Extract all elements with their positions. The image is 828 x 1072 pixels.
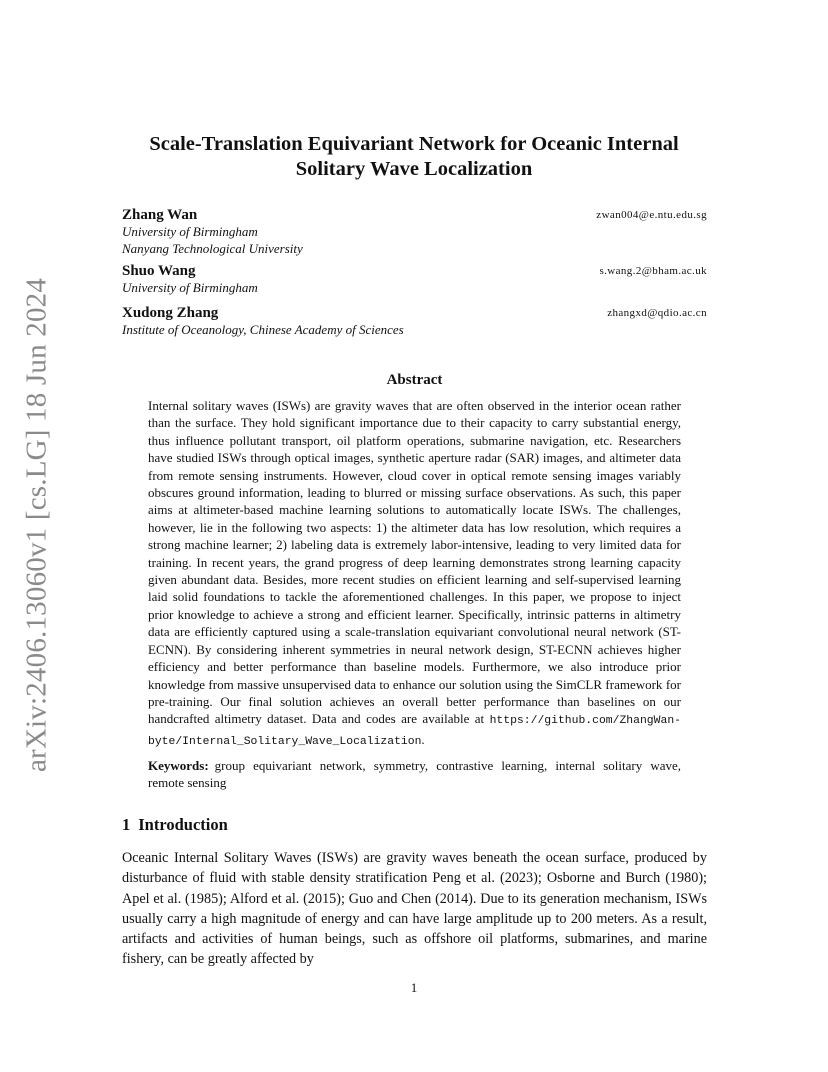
title-line-1: Scale-Translation Equivariant Network for Oceanic Internal <box>149 133 679 155</box>
author-affiliation: University of Birmingham <box>122 280 258 295</box>
author-email[interactable]: zhangxd@qdio.ac.cn <box>607 307 707 319</box>
author-block-3 <box>122 305 707 339</box>
arxiv-identifier: arXiv:2406.13060v1 [cs.LG] 18 Jun 2024 <box>20 277 53 773</box>
author-name: Zhang Wan <box>122 207 198 223</box>
code-repository-link[interactable]: https://github.com/ZhangWan-byte/Internal_Solitary_Wave_Localization <box>148 715 681 748</box>
abstract-heading: Abstract <box>386 372 443 388</box>
abstract-body-text: Internal solitary waves (ISWs) are gravity waves that are often observed in the interior ocean rather than the surface. They hold significant importance due to their capacity to carry substantial energy, thus influence pollutant transport, oil platform operations, submarine navigation, etc. Researchers have studied ISWs through optical images, synthetic aperture radar (SAR) images, and altimeter data from remote sensing instruments. However, cloud cover in optical remote sensing images variably obscures ground information, leading to blurred or missing surface observations. As such, this paper aims at altimeter-based machine learning solutions to automatically locate ISWs. The challenges, however, lie in the following two aspects: 1) the altimeter data has low resolution, which requires a strong machine learner; 2) labeling data is extremely labor-intensive, leading to very limited data for training. In recent years, the grand progress of deep learning demonstrates strong learning capacity given abundant data. Besides, more recent studies on efficient learning and self-supervised learning laid solid foundations to tackle the aforementioned challenges. In this paper, we propose to inject prior knowledge to achieve a strong and efficient learner. Specifically, intrinsic patterns in altimetry data are efficiently captured using a scale-translation equivariant convolutional neural network (ST-ECNN). By considering inherent symmetries in neural network design, ST-ECNN achieves higher efficiency and better performance than baseline models. Furthermore, we also introduce prior knowledge from massive unsupervised data to enhance our solution using the SimCLR framework for pre-training. Our final solution achieves an overall better performance than baselines on our handcrafted altimetry dataset. Data and codes are available at <box>148 398 681 727</box>
keywords-label: Keywords: <box>148 758 209 773</box>
section-number: 1 <box>122 815 131 834</box>
section-title: Introduction <box>138 815 228 834</box>
author-affiliation: Nanyang Technological University <box>122 240 303 256</box>
author-block-2 <box>122 263 707 297</box>
introduction-paragraph: Oceanic Internal Solitary Waves (ISWs) are gravity waves beneath the ocean surface, produced by disturbance of fluid with stable density stratification Peng et al. (2023); Osborne and Burch (1980); Apel et al. (1985); Alford et al. (2015); Guo and Chen (2014). Due to its generation mechanism, ISWs usually carry a high magnitude of energy and can have large amplitude up to 200 meters. As a result, artifacts and activities of human beings, such as offshore oil platforms, submarines, and marine fishery, can be greatly affected by <box>122 850 707 968</box>
title-line-2: Solitary Wave Localization <box>295 158 533 180</box>
paper-title <box>110 132 718 182</box>
author-affiliation: Institute of Oceanology, Chinese Academy of Sciences <box>122 322 404 337</box>
author-block-1 <box>122 207 707 257</box>
author-name: Shuo Wang <box>122 263 196 279</box>
page-number: 1 <box>410 980 418 995</box>
abstract-text <box>148 397 681 751</box>
abstract-end-period: . <box>421 731 425 747</box>
author-affiliation: University of Birmingham <box>122 224 258 239</box>
arxiv-sidebar-stamp <box>12 277 62 773</box>
section-heading-introduction <box>122 815 228 835</box>
keywords-list: group equivariant network, symmetry, contrastive learning, internal solitary wave, remote sensing <box>148 758 681 790</box>
author-email[interactable]: s.wang.2@bham.ac.uk <box>599 265 707 277</box>
keywords <box>148 757 681 791</box>
author-email[interactable]: zwan004@e.ntu.edu.sg <box>596 209 707 221</box>
author-name: Xudong Zhang <box>122 305 219 321</box>
